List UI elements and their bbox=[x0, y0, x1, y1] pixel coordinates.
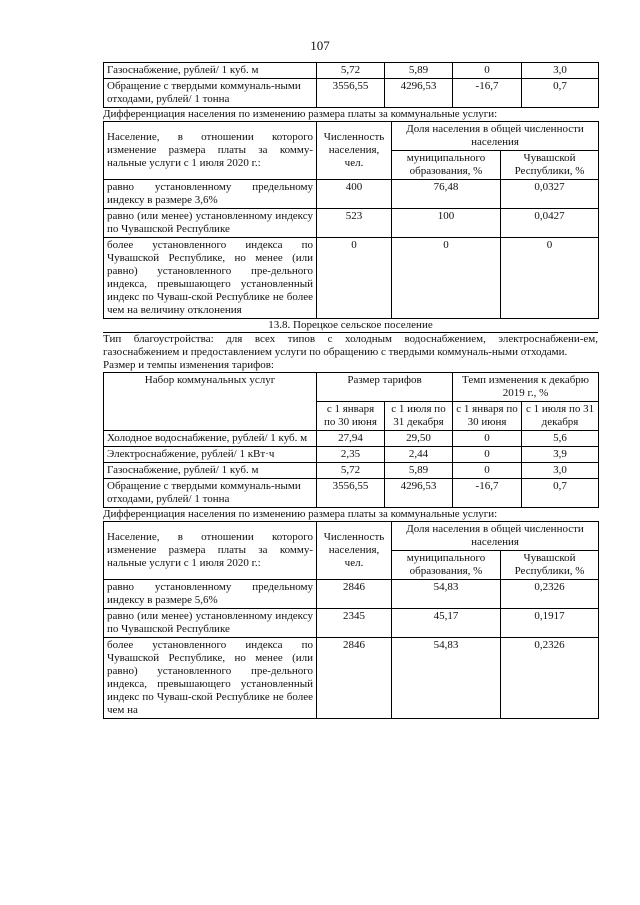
row-municipal: 100 bbox=[392, 209, 501, 238]
header-municipal: муниципального образования, % bbox=[392, 151, 501, 180]
differentiation-table-2 bbox=[103, 521, 599, 719]
row-municipal: 54,83 bbox=[392, 638, 501, 719]
table-row bbox=[104, 638, 599, 719]
table-row bbox=[104, 431, 599, 447]
differentiation-table-1 bbox=[103, 121, 599, 319]
tariff-value: 5,6 bbox=[522, 431, 599, 447]
table-row bbox=[104, 463, 599, 479]
tariff-value: 5,72 bbox=[317, 463, 385, 479]
header-tariff-size: Размер тарифов bbox=[317, 373, 453, 402]
tariff-value: -16,7 bbox=[453, 79, 522, 108]
tariff-value: 29,50 bbox=[385, 431, 453, 447]
row-label: равно установленному предельному индексу в размере 3,6% bbox=[104, 180, 317, 209]
header-population: Население, в отношении которого изменение размера платы за комму-нальные услуги с 1 июля 2020 г.: bbox=[104, 122, 317, 180]
rates-title: Размер и темпы изменения тарифов: bbox=[103, 359, 274, 371]
tariff-value: 3556,55 bbox=[317, 79, 385, 108]
row-label: более установленного индекса по Чувашской Республике, но менее (или равно) установленного пре-дельного индекса, превышающего установленный индекс по Чуваш-ской Республике не более чем на величину отклонения bbox=[104, 238, 317, 319]
row-republic: 0,0327 bbox=[501, 180, 599, 209]
row-count: 523 bbox=[317, 209, 392, 238]
tariff-value: 0 bbox=[453, 63, 522, 79]
row-count: 2846 bbox=[317, 638, 392, 719]
tariffs-continuation-table bbox=[103, 62, 599, 108]
header-republic: Чувашской Республики, % bbox=[501, 551, 599, 580]
table-row bbox=[104, 63, 599, 79]
diff-title: Дифференциация населения по изменению размера платы за коммунальные услуги: bbox=[103, 508, 498, 520]
row-label: равно (или менее) установленному индексу по Чувашской Республике bbox=[104, 609, 317, 638]
row-municipal: 54,83 bbox=[392, 580, 501, 609]
row-republic: 0,2326 bbox=[501, 580, 599, 609]
tariff-value: 5,89 bbox=[385, 63, 453, 79]
tariff-value: 4296,53 bbox=[385, 479, 453, 508]
tariff-value: 2,44 bbox=[385, 447, 453, 463]
tariff-value: 4296,53 bbox=[385, 79, 453, 108]
row-municipal: 76,48 bbox=[392, 180, 501, 209]
tariff-value: 0 bbox=[453, 447, 522, 463]
header-republic: Чувашской Республики, % bbox=[501, 151, 599, 180]
table-row bbox=[104, 209, 599, 238]
tariff-value: 0 bbox=[453, 463, 522, 479]
row-count: 2846 bbox=[317, 580, 392, 609]
tariff-value: 3,9 bbox=[522, 447, 599, 463]
tariff-value: 3,0 bbox=[522, 63, 599, 79]
tariff-value: -16,7 bbox=[453, 479, 522, 508]
header-count: Численность населения, чел. bbox=[317, 122, 392, 180]
tariff-value: 27,94 bbox=[317, 431, 385, 447]
table-row bbox=[104, 609, 599, 638]
row-label: равно (или менее) установленному индексу по Чувашской Республике bbox=[104, 209, 317, 238]
tariff-value: 0,7 bbox=[522, 79, 599, 108]
tariff-name: Газоснабжение, рублей/ 1 куб. м bbox=[104, 463, 317, 479]
header-period: с 1 июля по 31 декабря bbox=[522, 402, 599, 431]
header-period: с 1 января по 30 июня bbox=[317, 402, 385, 431]
tariff-value: 3,0 bbox=[522, 463, 599, 479]
tariff-value: 0 bbox=[453, 431, 522, 447]
header-service-set: Набор коммунальных услуг bbox=[104, 373, 317, 431]
row-label: более установленного индекса по Чувашской Республике, но менее (или равно) установленного пре-дельного индекса, превышающего установленный индекс по Чуваш-ской Республике не более чем на bbox=[104, 638, 317, 719]
tariff-name: Электроснабжение, рублей/ 1 кВт·ч bbox=[104, 447, 317, 463]
page-number: 107 bbox=[310, 38, 330, 53]
tariff-value: 3556,55 bbox=[317, 479, 385, 508]
row-count: 400 bbox=[317, 180, 392, 209]
row-republic: 0 bbox=[501, 238, 599, 319]
header-share: Доля населения в общей численности населения bbox=[392, 522, 599, 551]
tariff-value: 5,89 bbox=[385, 463, 453, 479]
tariff-value: 2,35 bbox=[317, 447, 385, 463]
page-content bbox=[103, 62, 598, 719]
row-count: 2345 bbox=[317, 609, 392, 638]
row-count: 0 bbox=[317, 238, 392, 319]
table-row bbox=[104, 180, 599, 209]
header-population: Население, в отношении которого изменение размера платы за комму-нальные услуги с 1 июля 2020 г.: bbox=[104, 522, 317, 580]
table-row bbox=[104, 580, 599, 609]
header-period: с 1 июля по 31 декабря bbox=[385, 402, 453, 431]
improvement-type-text: Тип благоустройства: для всех типов с холодным водоснабжением, электроснабжени-ем, газоснабжением и предоставлением услуги по обращению с твердыми коммуналь-ными отходами. bbox=[103, 333, 598, 358]
section-heading: 13.8. Порецкое сельское поселение bbox=[103, 319, 598, 333]
tariff-name: Газоснабжение, рублей/ 1 куб. м bbox=[104, 63, 317, 79]
tariffs-table bbox=[103, 372, 599, 508]
row-municipal: 45,17 bbox=[392, 609, 501, 638]
tariff-name: Холодное водоснабжение, рублей/ 1 куб. м bbox=[104, 431, 317, 447]
tariff-value: 0,7 bbox=[522, 479, 599, 508]
tariff-value: 5,72 bbox=[317, 63, 385, 79]
header-change-rate: Темп изменения к декабрю 2019 г., % bbox=[453, 373, 599, 402]
header-share: Доля населения в общей численности населения bbox=[392, 122, 599, 151]
tariff-name: Обращение с твердыми коммуналь-ными отходами, рублей/ 1 тонна bbox=[104, 479, 317, 508]
row-republic: 0,2326 bbox=[501, 638, 599, 719]
table-row bbox=[104, 79, 599, 108]
row-republic: 0,0427 bbox=[501, 209, 599, 238]
table-row bbox=[104, 238, 599, 319]
table-row bbox=[104, 479, 599, 508]
row-republic: 0,1917 bbox=[501, 609, 599, 638]
tariff-name: Обращение с твердыми коммуналь-ными отходами, рублей/ 1 тонна bbox=[104, 79, 317, 108]
header-municipal: муниципального образования, % bbox=[392, 551, 501, 580]
header-period: с 1 января по 30 июня bbox=[453, 402, 522, 431]
diff-title: Дифференциация населения по изменению размера платы за коммунальные услуги: bbox=[103, 108, 498, 120]
row-municipal: 0 bbox=[392, 238, 501, 319]
row-label: равно установленному предельному индексу в размере 5,6% bbox=[104, 580, 317, 609]
header-count: Численность населения, чел. bbox=[317, 522, 392, 580]
table-row bbox=[104, 447, 599, 463]
